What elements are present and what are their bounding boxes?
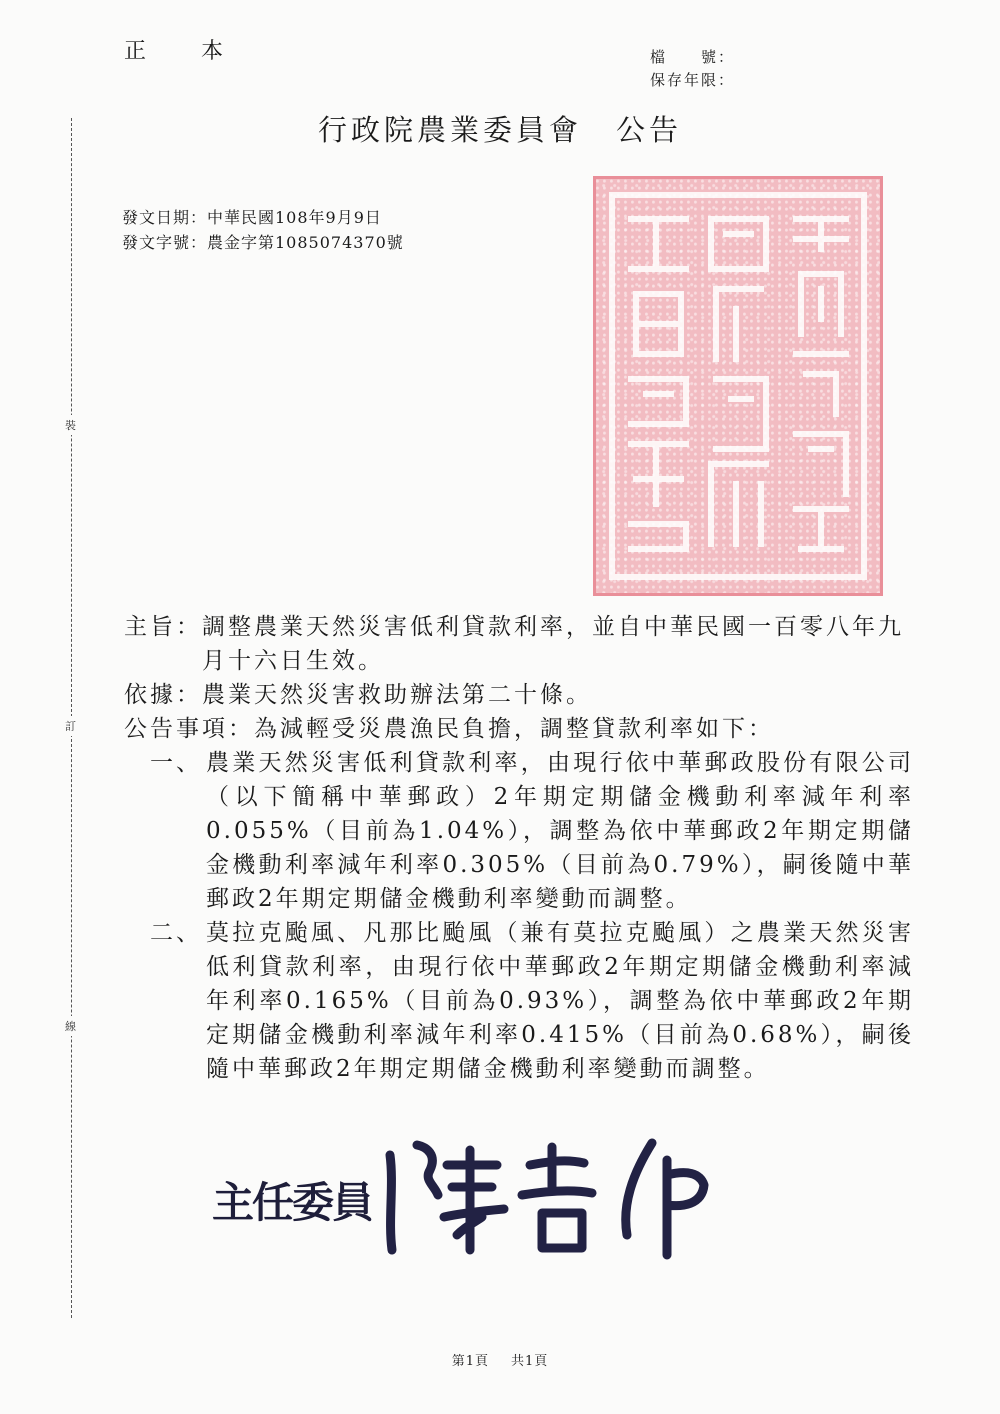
retention-label: 保存年限： xyxy=(650,71,736,89)
notice-item-2 xyxy=(124,916,914,1086)
file-number-label: 檔 號： xyxy=(650,48,736,66)
binding-mark-2: 訂 xyxy=(65,716,76,736)
issue-number: 發文字號：農金字第1085074370號 xyxy=(122,233,404,252)
document-type: 公告 xyxy=(616,113,683,147)
item-text: 莫拉克颱風、凡那比颱風（兼有莫拉克颱風）之農業天然災害低利貸款利率，由現行依中華郵政2年期定期儲金機動利率減年利率0.165%（目前為0.93%），調整為依中華郵政2年期定期儲金機動利率減年利率0.415%（目前為0.68%），嗣後隨中華郵政2年期定期儲金機動利率變動而調整。 xyxy=(206,920,914,1082)
binding-mark-3: 線 xyxy=(65,1016,76,1036)
signature-block xyxy=(212,1125,712,1270)
binding-mark-1: 裝 xyxy=(65,415,76,435)
subject-label: 主旨： xyxy=(124,614,202,640)
document-title xyxy=(0,108,1000,149)
copy-label: 正 本 xyxy=(124,39,247,64)
issue-info xyxy=(122,205,404,255)
item-number: 一、 xyxy=(150,750,202,776)
page-total: 共1頁 xyxy=(511,1354,549,1369)
subject-row xyxy=(124,610,914,678)
signature-graphic xyxy=(212,1125,712,1270)
basis-text: 農業天然災害救助辦法第二十條。 xyxy=(202,682,592,708)
seal-glyphs xyxy=(596,179,880,593)
notice-item-1 xyxy=(124,746,914,916)
basis-row xyxy=(124,678,914,712)
notice-label: 公告事項： xyxy=(124,716,254,742)
notice-row xyxy=(124,712,914,746)
notice-text: 為減輕受災農漁民負擔，調整貸款利率如下： xyxy=(254,716,774,742)
page-number: 第1頁 xyxy=(451,1354,489,1369)
page-footer xyxy=(0,1350,1000,1369)
issue-date: 發文日期：中華民國108年9月9日 xyxy=(122,208,382,227)
agency-name: 行政院農業委員會 xyxy=(317,113,582,147)
director-title-stamp: 主任委員 xyxy=(212,1181,373,1227)
item-number: 二、 xyxy=(150,920,202,946)
subject-text: 調整農業天然災害低利貸款利率，並自中華民國一百零八年九月十六日生效。 xyxy=(202,614,904,674)
file-meta xyxy=(650,46,735,92)
announcement-body xyxy=(124,610,914,1086)
official-seal xyxy=(593,176,883,596)
basis-label: 依據： xyxy=(124,682,202,708)
item-text: 農業天然災害低利貸款利率，由現行依中華郵政股份有限公司（以下簡稱中華郵政）2年期定期儲金機動利率減年利率0.055%（目前為1.04%），調整為依中華郵政2年期定期儲金機動利率減年利率0.305%（目前為0.79%），嗣後隨中華郵政2年期定期儲金機動利率變動而調整。 xyxy=(206,750,914,912)
